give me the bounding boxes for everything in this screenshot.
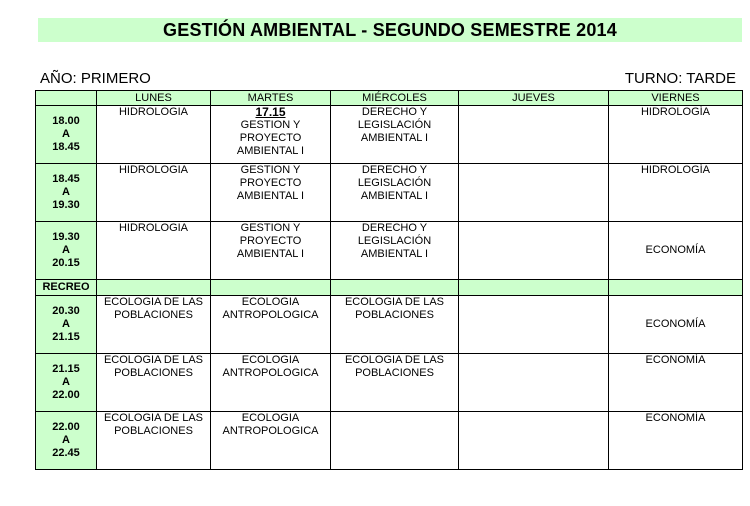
day-header-miercoles: MIÉRCOLES — [331, 91, 459, 106]
class-cell-viernes — [609, 296, 743, 354]
class-cell-jueves — [459, 412, 609, 470]
class-cell-martes — [211, 412, 331, 470]
time-slot-line: 20.15 — [52, 257, 80, 269]
class-name: DERECHO Y LEGISLACIÓN AMBIENTAL I — [357, 164, 432, 202]
class-name: ECOLOGIA DE LAS POBLACIONES — [344, 296, 445, 321]
schedule-row — [36, 106, 743, 164]
class-cell-miercoles — [331, 412, 459, 470]
break-cell — [331, 280, 459, 296]
class-name: ECONOMÍA — [645, 244, 706, 256]
time-slot — [36, 222, 97, 280]
time-slot — [36, 106, 97, 164]
class-cell-miercoles — [331, 296, 459, 354]
time-slot-line: 22.00 — [52, 389, 80, 401]
class-name: GESTION Y PROYECTO AMBIENTAL I — [236, 164, 305, 202]
class-name: ECOLOGIA ANTROPOLOGICA — [222, 354, 319, 379]
time-slot-line: A — [62, 128, 70, 140]
class-cell-martes — [211, 354, 331, 412]
class-cell-miercoles — [331, 222, 459, 280]
time-slot — [36, 164, 97, 222]
time-slot — [36, 412, 97, 470]
class-name: ECOLOGIA DE LAS POBLACIONES — [103, 354, 204, 379]
class-cell-martes — [211, 222, 331, 280]
class-cell-jueves — [459, 106, 609, 164]
break-cell — [609, 280, 743, 296]
schedule-row — [36, 222, 743, 280]
class-cell-martes — [211, 106, 331, 164]
class-cell-jueves — [459, 296, 609, 354]
martes-time-note: 17.15 — [255, 105, 286, 119]
day-header-viernes: VIERNES — [609, 91, 743, 106]
time-slot-line: 21.15 — [52, 363, 80, 375]
class-cell-miercoles — [331, 106, 459, 164]
day-header-lunes: LUNES — [97, 91, 211, 106]
class-name: ECOLOGIA ANTROPOLOGICA — [222, 412, 319, 437]
class-name: HIDROLOGÍA — [640, 164, 711, 176]
schedule-row — [36, 164, 743, 222]
time-slot-line: 19.30 — [52, 231, 80, 243]
class-cell-miercoles — [331, 164, 459, 222]
break-cell — [97, 280, 211, 296]
class-name: GESTION Y PROYECTO AMBIENTAL I — [236, 119, 305, 157]
time-slot-line: 18.45 — [52, 173, 80, 185]
time-slot-line: 18.45 — [52, 141, 80, 153]
time-slot-line: A — [62, 376, 70, 388]
schedule-row — [36, 412, 743, 470]
class-cell-lunes — [97, 296, 211, 354]
class-name: ECONOMÍA — [645, 318, 706, 330]
shift-label: TURNO: TARDE — [624, 70, 736, 87]
header-row — [36, 91, 743, 106]
time-slot-line: 21.15 — [52, 331, 80, 343]
break-cell — [459, 280, 609, 296]
class-cell-lunes — [97, 164, 211, 222]
class-cell-martes — [211, 296, 331, 354]
class-name: HIDROLOGÍA — [640, 106, 711, 118]
class-name: HIDROLOGIA — [118, 222, 189, 234]
class-name: DERECHO Y LEGISLACIÓN AMBIENTAL I — [357, 106, 432, 144]
class-name: ECOLOGIA DE LAS POBLACIONES — [103, 296, 204, 321]
class-cell-viernes — [609, 106, 743, 164]
class-name: DERECHO Y LEGISLACIÓN AMBIENTAL I — [357, 222, 432, 260]
break-row — [36, 280, 743, 296]
header-corner — [36, 91, 97, 106]
document-title: GESTIÓN AMBIENTAL - SEGUNDO SEMESTRE 2014 — [38, 18, 742, 42]
class-cell-jueves — [459, 354, 609, 412]
class-cell-lunes — [97, 106, 211, 164]
class-cell-viernes — [609, 222, 743, 280]
break-cell — [211, 280, 331, 296]
class-cell-lunes — [97, 412, 211, 470]
time-slot-line: A — [62, 244, 70, 256]
schedule-table — [35, 90, 743, 470]
time-slot-line: 20.30 — [52, 305, 80, 317]
time-slot — [36, 354, 97, 412]
class-cell-jueves — [459, 164, 609, 222]
class-cell-lunes — [97, 354, 211, 412]
class-cell-viernes — [609, 354, 743, 412]
time-slot-line: 18.00 — [52, 115, 80, 127]
time-slot — [36, 296, 97, 354]
day-header-jueves: JUEVES — [459, 91, 609, 106]
year-label: AÑO: PRIMERO — [40, 70, 151, 87]
class-name: ECOLOGIA ANTROPOLOGICA — [222, 296, 319, 321]
schedule-row — [36, 296, 743, 354]
break-label: RECREO — [36, 280, 97, 296]
class-name: HIDROLOGIA — [118, 106, 189, 118]
time-slot-line: 22.45 — [52, 447, 80, 459]
day-header-martes: MARTES — [211, 91, 331, 106]
time-slot-line: 22.00 — [52, 421, 80, 433]
class-name: GESTION Y PROYECTO AMBIENTAL I — [236, 222, 305, 260]
class-name: ECONOMÍA — [645, 354, 706, 366]
time-slot-line: A — [62, 186, 70, 198]
class-cell-viernes — [609, 412, 743, 470]
time-slot-line: A — [62, 434, 70, 446]
class-name: ECOLOGIA DE LAS POBLACIONES — [103, 412, 204, 437]
class-name: ECONOMÍA — [645, 412, 706, 424]
class-name: HIDROLOGIA — [118, 164, 189, 176]
class-cell-jueves — [459, 222, 609, 280]
class-cell-viernes — [609, 164, 743, 222]
class-cell-lunes — [97, 222, 211, 280]
class-cell-martes — [211, 164, 331, 222]
schedule-row — [36, 354, 743, 412]
class-name: ECOLOGIA DE LAS POBLACIONES — [344, 354, 445, 379]
class-cell-miercoles — [331, 354, 459, 412]
time-slot-line: 19.30 — [52, 199, 80, 211]
time-slot-line: A — [62, 318, 70, 330]
